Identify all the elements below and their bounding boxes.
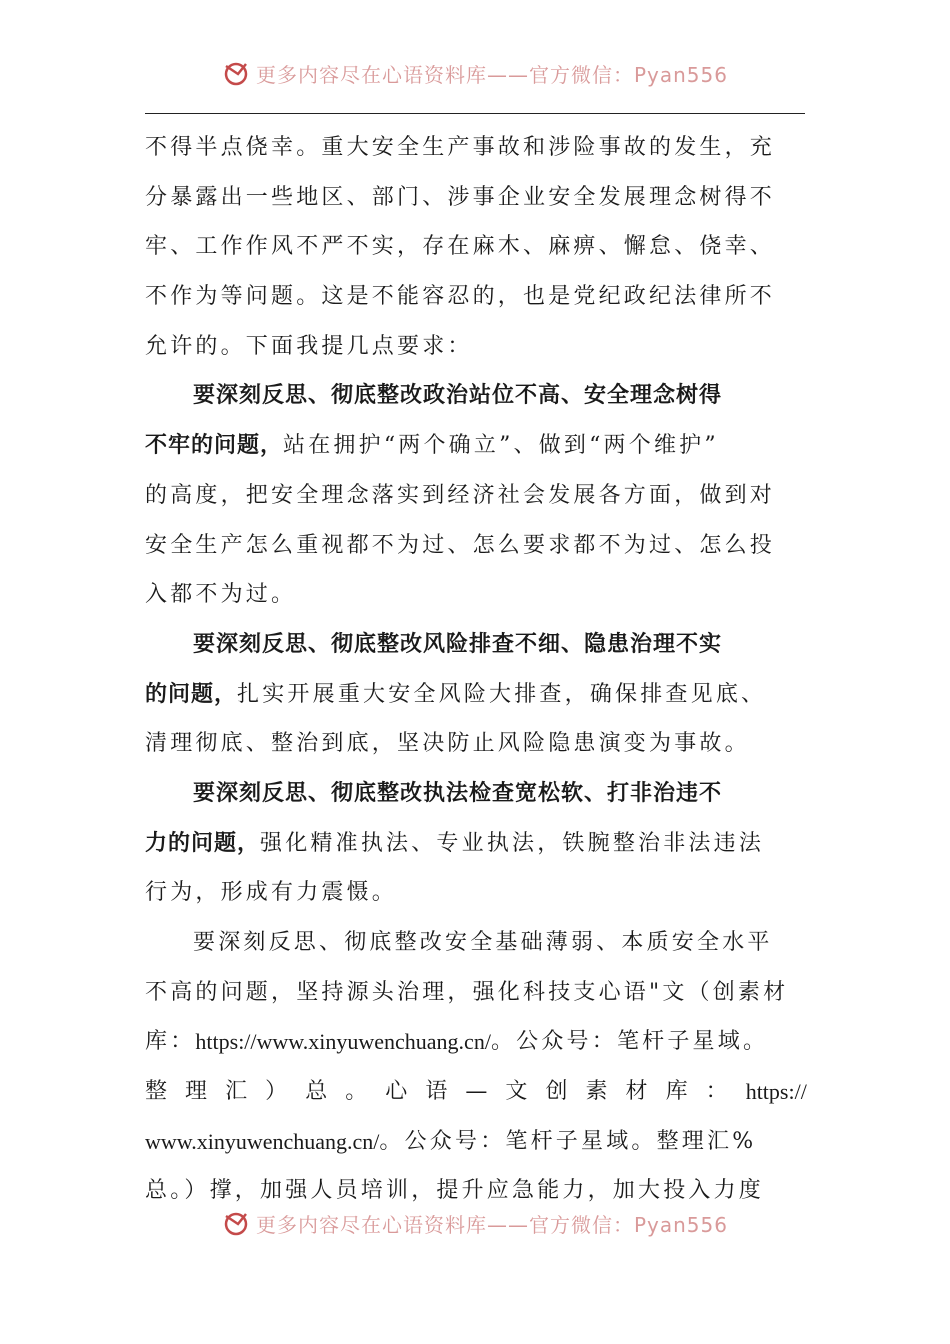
justified-line [145, 1067, 807, 1117]
bold-heading: 要深刻反思、彻底整改执法检查宽松软、打非治违不 [193, 780, 723, 806]
text-span: 。公众号：笔杆子星域。 [490, 1029, 769, 1055]
text-line: 不高的问题，坚持源头治理，强化科技支心语"文（创素材 [145, 979, 789, 1005]
text-line [145, 1117, 807, 1167]
char: 库 [665, 1079, 688, 1105]
text-line: 要深刻反思、彻底整改安全基础薄弱、本质安全水平 [193, 930, 773, 955]
text-span: 库： [145, 1029, 196, 1055]
text-line [145, 670, 807, 720]
char: — [465, 1079, 488, 1105]
char: ： [705, 1079, 728, 1105]
text-line: 不得半点侥幸。重大安全生产事故和涉险事故的发生，充 [145, 135, 776, 160]
bold-heading: 要深刻反思、彻底整改政治站位不高、安全理念树得 [193, 383, 723, 409]
text-line: 安全生产怎么重视都不为过、怎么要求都不为过、怎么投 [145, 532, 776, 558]
char: 语 [425, 1079, 448, 1105]
bold-heading: 不牢的问题， [145, 433, 284, 459]
document-body [145, 123, 807, 1216]
text-line: 允许的。下面我提几点要求： [145, 333, 473, 359]
char: 心 [385, 1079, 408, 1105]
paragraph-1-heading [145, 371, 807, 421]
brand-logo-icon [222, 1210, 250, 1236]
url-link[interactable]: https:// [745, 1079, 807, 1105]
text-span: 。公众号：笔杆子星域。整理汇% [379, 1128, 757, 1154]
text-line: 分暴露出一些地区、部门、涉事企业安全发展理念树得不 [145, 184, 776, 210]
text-span: 强化精准执法、专业执法，铁腕整治非法违法 [260, 830, 765, 856]
header-rule [145, 113, 805, 114]
text-line: 牢、工作作风不严不实，存在麻木、麻痹、懈怠、侥幸、 [145, 234, 776, 260]
char: 总 [305, 1079, 328, 1105]
char: 理 [185, 1079, 208, 1105]
char: ） [265, 1079, 288, 1105]
url-link[interactable]: https://www.xinyuwenchuang.cn/ [195, 1029, 491, 1055]
text-line: 行为，形成有力震慑。 [145, 880, 398, 906]
text-line: 不作为等问题。这是不能容忍的，也是党纪政纪法律所不 [145, 284, 776, 310]
url-link[interactable]: www.xinyuwenchuang.cn/ [145, 1128, 380, 1154]
char: 。 [345, 1079, 368, 1105]
paragraph-2-heading [145, 620, 807, 670]
bold-heading: 要深刻反思、彻底整改风险排查不细、隐患治理不实 [193, 631, 723, 657]
footer-watermark [0, 1208, 950, 1238]
bold-heading: 的问题， [145, 681, 238, 707]
text-line: 入都不为过。 [145, 582, 297, 608]
header-watermark-text: 更多内容尽在心语资料库——官方微信：Pyan556 [255, 62, 728, 87]
brand-logo-icon [222, 60, 250, 86]
paragraph-3-heading [145, 769, 807, 819]
text-line [145, 421, 807, 471]
bold-heading: 力的问题， [145, 830, 261, 856]
char: 创 [545, 1079, 568, 1105]
text-span: 站在拥护“两个确立”、做到“两个维护” [283, 433, 719, 459]
header-watermark [0, 58, 950, 88]
char: 汇 [225, 1079, 248, 1105]
char: 整 [145, 1079, 168, 1105]
char: 材 [625, 1079, 648, 1105]
footer-watermark-text: 更多内容尽在心语资料库——官方微信：Pyan556 [255, 1212, 728, 1237]
text-line: 的高度，把安全理念落实到经济社会发展各方面，做到对 [145, 482, 776, 508]
text-line: 清理彻底、整治到底，坚决防止风险隐患演变为事故。 [145, 731, 750, 757]
char: 文 [505, 1079, 528, 1105]
text-line [145, 1017, 807, 1067]
text-span: 扎实开展重大安全风险大排查，确保排查见底、 [237, 681, 767, 707]
text-line [145, 819, 807, 869]
char: 素 [585, 1079, 608, 1105]
text-line: 总。）撑，加强人员培训，提升应急能力，加大投入力度 [145, 1178, 765, 1204]
